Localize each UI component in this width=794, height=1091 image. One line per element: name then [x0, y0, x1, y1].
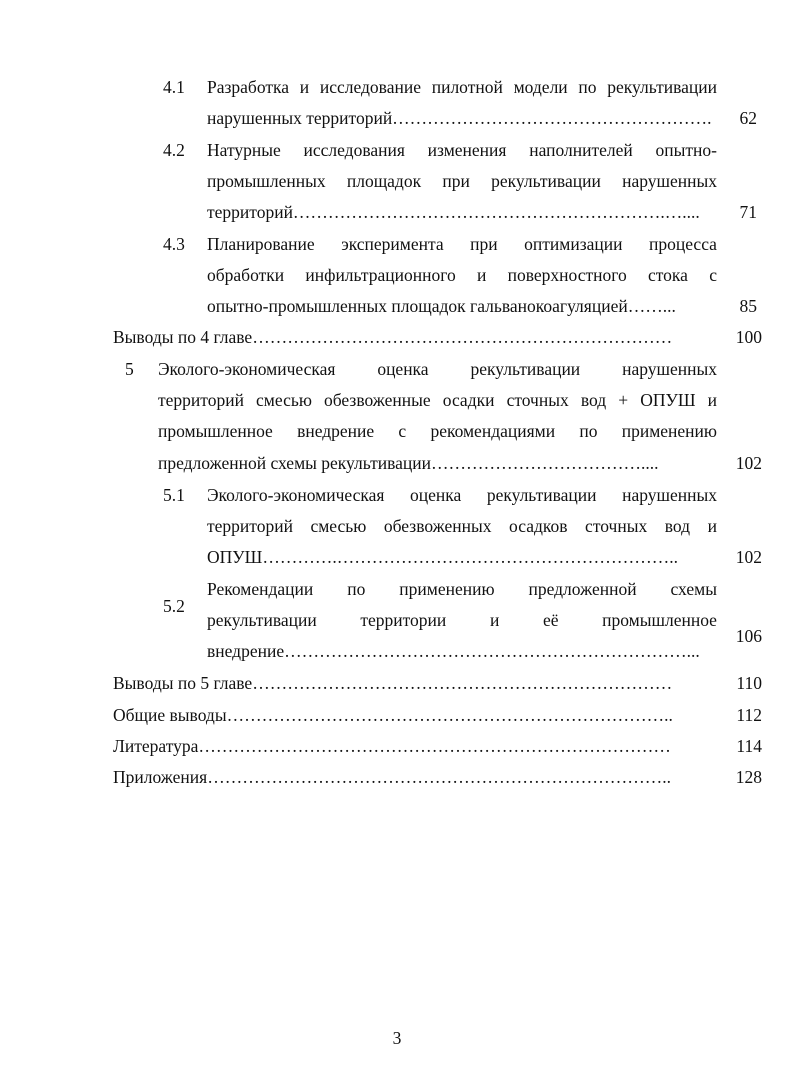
- toc-page-number: 110: [736, 673, 762, 693]
- section-number: 4.1: [163, 77, 185, 97]
- toc-word: сточных: [506, 390, 569, 410]
- page-number: 3: [392, 1028, 402, 1048]
- section-number: 4.2: [163, 140, 185, 160]
- toc-word: внедрение: [297, 421, 375, 441]
- toc-word: исследование: [319, 77, 421, 97]
- toc-entry-line: внедрение……………………………………………………………...: [207, 641, 700, 661]
- toc-word: применению: [621, 421, 717, 441]
- toc-page-number: 62: [739, 108, 757, 128]
- toc-word: поверхностного: [507, 265, 627, 285]
- toc-word: +: [618, 390, 629, 410]
- chapter-number: 5: [125, 359, 134, 379]
- toc-word: вод: [664, 516, 691, 536]
- toc-word: стока: [648, 265, 688, 285]
- toc-word: её: [542, 610, 559, 630]
- toc-word: промышленное: [602, 610, 717, 630]
- toc-entry-line: [207, 77, 717, 97]
- toc-word: инфильтрационного: [305, 265, 456, 285]
- toc-word: сточных: [585, 516, 648, 536]
- toc-word: Планирование: [207, 234, 315, 254]
- toc-word: смесью: [310, 516, 367, 536]
- toc-entry-line: [207, 171, 717, 191]
- toc-word: при: [470, 234, 498, 254]
- toc-word: с: [709, 265, 717, 285]
- toc-word: территории: [360, 610, 447, 630]
- toc-word: наполнителей: [529, 140, 633, 160]
- toc-page-number: 114: [736, 736, 762, 756]
- toc-word: осадки: [442, 390, 495, 410]
- toc-entry-line: предложенной схемы рекультивации………………………………....: [158, 453, 659, 473]
- toc-word: рекультивации: [607, 77, 717, 97]
- toc-entry-line: [207, 265, 717, 285]
- toc-word: и: [707, 516, 717, 536]
- toc-entry-line: территорий……………………………………………………….…....: [207, 202, 700, 222]
- toc-word: при: [442, 171, 470, 191]
- toc-entry-line: опытно-промышленных площадок гальванокоагуляцией……...: [207, 296, 676, 316]
- section-number: 4.3: [163, 234, 185, 254]
- toc-word: промышленных: [207, 171, 326, 191]
- toc-word: нарушенных: [622, 485, 717, 505]
- toc-word: территорий: [158, 390, 244, 410]
- toc-entry-line: [158, 390, 717, 410]
- toc-entry-line: ОПУШ………….…………………………………………………..: [207, 547, 678, 567]
- toc-word: ОПУШ: [640, 390, 696, 410]
- toc-word: оценка: [409, 485, 462, 505]
- toc-word: Натурные: [207, 140, 281, 160]
- toc-word: и: [489, 610, 500, 630]
- toc-word: эксперимента: [341, 234, 444, 254]
- toc-word: осадков: [509, 516, 568, 536]
- toc-word: исследования: [303, 140, 405, 160]
- toc-word: по: [579, 421, 598, 441]
- toc-word: обработки: [207, 265, 285, 285]
- section-number: 5.2: [163, 596, 185, 616]
- toc-entry-line: [158, 421, 717, 441]
- toc-word: и: [476, 265, 487, 285]
- toc-page-number: 71: [739, 202, 757, 222]
- toc-page-number: 112: [736, 705, 762, 725]
- toc-page-number: 106: [735, 626, 762, 646]
- toc-word: модели: [513, 77, 568, 97]
- toc-word: и: [707, 390, 717, 410]
- toc-word: нарушенных: [622, 359, 717, 379]
- toc-word: пилотной: [431, 77, 503, 97]
- toc-word: оценка: [377, 359, 429, 379]
- toc-word: площадок: [346, 171, 422, 191]
- toc-word: рекультивации: [486, 485, 597, 505]
- toc-word: рекомендациями: [430, 421, 556, 441]
- toc-entry-line: [207, 579, 717, 599]
- toc-literature: Литература………………………………………………………………………: [113, 736, 671, 756]
- toc-word: изменения: [427, 140, 507, 160]
- toc-entry-line: [158, 359, 717, 379]
- toc-word: Рекомендации: [207, 579, 314, 599]
- toc-entry-line: [207, 234, 717, 254]
- toc-word: схемы: [670, 579, 717, 599]
- toc-word: рекультивации: [470, 359, 581, 379]
- toc-word: вод: [580, 390, 607, 410]
- toc-word: нарушенных: [622, 171, 717, 191]
- toc-entry-line: [207, 516, 717, 536]
- toc-entry-line: нарушенных территорий……………………………………………….: [207, 108, 712, 128]
- toc-word: промышленное: [158, 421, 273, 441]
- toc-word: обезвоженных: [383, 516, 492, 536]
- toc-word: рекультивации: [207, 610, 317, 630]
- toc-word: с: [398, 421, 407, 441]
- toc-word: оптимизации: [524, 234, 623, 254]
- toc-word: смесью: [256, 390, 312, 410]
- toc-word: Эколого-экономическая: [158, 359, 336, 379]
- toc-word: рекультивации: [491, 171, 601, 191]
- toc-chapter-summary: Выводы по 5 главе………………………………………………………………: [113, 673, 673, 693]
- toc-page-number: 102: [735, 453, 762, 473]
- toc-word: Эколого-экономическая: [207, 485, 385, 505]
- toc-general-conclusions: Общие выводы…………………………………………………………………..: [113, 705, 673, 725]
- toc-chapter-summary: Выводы по 4 главе………………………………………………………………: [113, 327, 673, 347]
- toc-word: Разработка: [207, 77, 290, 97]
- toc-word: обезвоженные: [324, 390, 431, 410]
- toc-word: применению: [399, 579, 495, 599]
- toc-page-number: 100: [735, 327, 762, 347]
- toc-page-number: 102: [735, 547, 762, 567]
- toc-page-number: 85: [739, 296, 757, 316]
- toc-page-number: 128: [735, 767, 762, 787]
- toc-appendix: Приложения……………………………………………………………………..: [113, 767, 671, 787]
- toc-word: предложенной: [528, 579, 637, 599]
- section-number: 5.1: [163, 485, 185, 505]
- toc-word: по: [347, 579, 366, 599]
- toc-word: и: [299, 77, 310, 97]
- toc-word: опытно-: [655, 140, 717, 160]
- toc-word: по: [578, 77, 597, 97]
- toc-entry-line: [207, 140, 717, 160]
- toc-word: территорий: [207, 516, 293, 536]
- toc-entry-line: [207, 610, 717, 630]
- toc-word: процесса: [649, 234, 717, 254]
- toc-entry-line: [207, 485, 717, 505]
